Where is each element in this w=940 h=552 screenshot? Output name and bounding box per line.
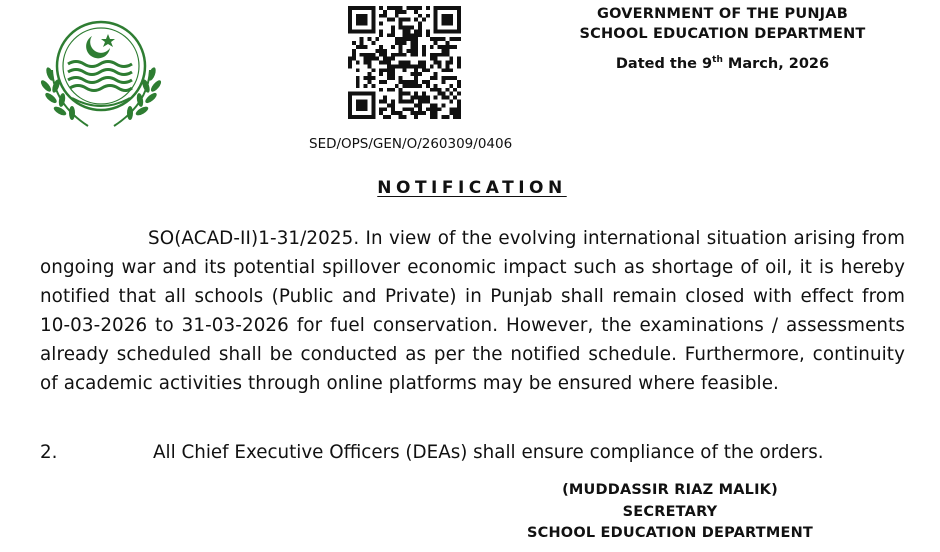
paragraph-2-number: 2. [40, 442, 58, 463]
letterhead [560, 4, 885, 72]
notification-title: NOTIFICATION [377, 178, 567, 198]
punjab-emblem-icon [38, 14, 164, 132]
paragraph-1: SO(ACAD-II)1-31/2025. In view of the evolving international situation arising from ongoing war and its potential spillover economic impact such as shortage of oil, it is hereby notified that all schools (Public and Private) in Punjab shall remain closed with effect from 10-03-2026 to 31-03-2026 for fuel conservation. However, the examinations / assessments already scheduled shall be conducted as per the notified schedule. Furthermore, continuity of academic activities through online platforms may be ensured where feasible. [40, 228, 905, 394]
date-ordinal: th [712, 55, 723, 65]
date-prefix: Dated the 9 [615, 56, 713, 72]
document-date [560, 56, 885, 72]
paragraph-2-text: All Chief Executive Officers (DEAs) shall ensure compliance of the orders. [153, 442, 824, 463]
signatory-department: SCHOOL EDUCATION DEPARTMENT [526, 525, 814, 541]
signatory-title: SECRETARY [622, 503, 718, 520]
signatory-name: (MUDDASSIR RIAZ MALIK) [562, 482, 778, 498]
reference-number: SED/OPS/GEN/O/260309/0406 [309, 136, 513, 152]
notification-heading [0, 178, 940, 198]
notification-body [40, 224, 905, 398]
signature-block [520, 480, 820, 545]
date-suffix: March, 2026 [722, 56, 830, 72]
qr-code-icon [348, 6, 461, 119]
department-title: SCHOOL EDUCATION DEPARTMENT [579, 26, 866, 42]
government-title: GOVERNMENT OF THE PUNJAB [597, 6, 848, 22]
